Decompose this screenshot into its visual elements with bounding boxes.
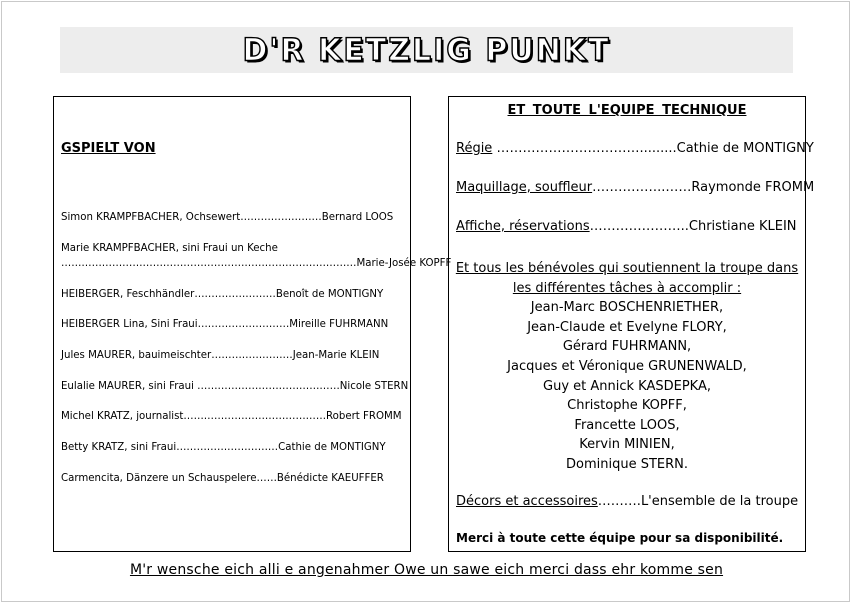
- volunteer-name: Jean-Marc BOSCHENRIETHER,: [530, 300, 724, 316]
- crew-role: Décors et accessoires: [456, 494, 598, 509]
- cast-line: Michel KRATZ, journalist……………………………………Robert FROMM: [61, 411, 402, 422]
- crew-row-maquillage: [456, 180, 814, 195]
- volunteer-name: Francette LOOS,: [574, 417, 680, 433]
- cast-line: Marie KRAMPFBACHER, sini Fraui un Keche: [61, 243, 278, 254]
- crew-row-affiche: [456, 219, 797, 234]
- crew-name: Christiane KLEIN: [688, 219, 797, 234]
- crew-row-decors: [456, 494, 798, 509]
- cast-line: HEIBERGER, Feschhändler……………………Benoît de MONTIGNY: [61, 289, 384, 300]
- crew-name: Cathie de MONTIGNY: [676, 141, 814, 156]
- leader-dots: ……….: [597, 494, 641, 509]
- crew-name: Raymonde FROMM: [691, 180, 815, 195]
- crew-role: Régie: [456, 141, 493, 156]
- crew-heading: ET TOUTE L'EQUIPE TECHNIQUE: [507, 103, 747, 118]
- volunteer-name: Jean-Claude et Evelyne FLORY,: [527, 319, 727, 335]
- volunteers-intro: les différentes tâches à accomplir :: [512, 280, 742, 296]
- cast-line: Carmencita, Dänzere un Schauspelere……Bénédicte KAEUFFER: [61, 473, 384, 484]
- cast-heading: GSPIELT VON: [61, 141, 156, 156]
- volunteer-name: Christophe KOPFF,: [567, 398, 687, 414]
- thanks-note: Merci à toute cette équipe pour sa disponibilité.: [456, 531, 784, 545]
- footer-message: M'r wensche eich alli e angenahmer Owe un sawe eich merci dass ehr komme sen: [129, 562, 724, 578]
- leader-dots: …………………..: [589, 219, 689, 234]
- crew-panel: [448, 96, 815, 552]
- volunteers-block: [449, 259, 805, 475]
- leader-dots: …………………………….........: [492, 141, 677, 156]
- volunteers-intro: Et tous les bénévoles qui soutiennent la troupe dans: [455, 261, 799, 276]
- crew-role: Affiche, réservations: [456, 219, 590, 234]
- volunteer-name: Guy et Annick KASDEPKA,: [543, 378, 711, 394]
- cast-line: Eulalie MAURER, sini Fraui ……………………………………Nicole STERN: [61, 381, 409, 392]
- crew-name: L'ensemble de la troupe: [640, 494, 799, 509]
- volunteer-name: Gérard FUHRMANN,: [562, 339, 692, 355]
- title-banner: [60, 27, 793, 73]
- cast-line: Simon KRAMPFBACHER, Ochsewert……………………Bernard LOOS: [61, 212, 394, 223]
- cast-line: HEIBERGER Lina, Sini Fraui………………………Mireille FUHRMANN: [61, 319, 389, 330]
- leader-dots: ……………..……: [592, 180, 692, 195]
- volunteer-name: Kervin MINIEN,: [579, 437, 675, 453]
- cast-line: Jules MAURER, bauimeischter……………………Jean-Marie KLEIN: [61, 350, 380, 361]
- volunteer-name: Dominique STERN.: [565, 456, 688, 472]
- crew-role: Maquillage, souffleur: [456, 180, 593, 195]
- crew-row-regie: [456, 141, 814, 156]
- cast-panel: [53, 96, 452, 552]
- volunteer-name: Jacques et Véronique GRUNENWALD,: [507, 358, 747, 374]
- page-title: D'R KETZLIG PUNKT: [242, 31, 611, 69]
- cast-line: Betty KRATZ, sini Fraui…………………………Cathie de MONTIGNY: [61, 442, 386, 453]
- cast-line: ……………………………………………………………………………Marie-Josée KOPFF: [61, 258, 452, 269]
